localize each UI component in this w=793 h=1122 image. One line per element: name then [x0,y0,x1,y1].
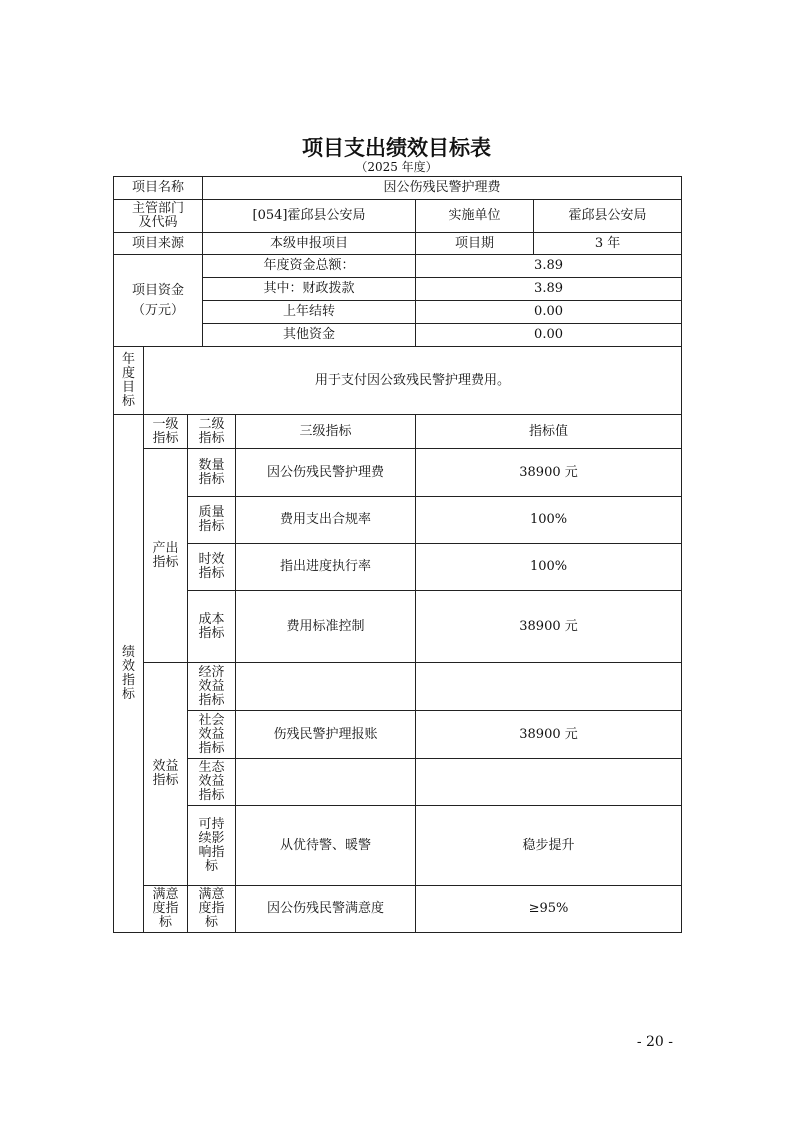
funds-total-value: 3.89 [416,255,682,278]
project-name-value: 因公伤残民警护理费 [203,177,682,200]
level2-text: 社会效益指标 [198,712,225,756]
level2-text: 质量指标 [198,505,225,534]
funds-total-label: 年度资金总额： [203,255,416,278]
level2-cell [188,449,236,497]
level2-cell [188,806,236,886]
level2-text: 数量指标 [198,457,225,487]
indicator-row [114,449,682,497]
row-project-name [114,177,682,200]
output-indicator-label [144,449,188,663]
level2-cell [188,886,236,933]
implementer-value: 霍邱县公安局 [534,200,682,233]
period-label: 项目期 [416,233,534,255]
level3-header: 三级指标 [236,415,416,449]
value-cell: 100% [416,544,682,591]
value-cell [416,759,682,806]
performance-label [114,415,144,933]
output-indicator-label-text: 产出指标 [152,540,179,570]
level2-text: 时效指标 [198,552,225,581]
value-cell [416,663,682,711]
satisfaction-indicator-label [144,886,188,933]
row-source [114,233,682,255]
project-name-label: 项目名称 [114,177,203,200]
value-cell: 38900 元 [416,711,682,759]
indicator-row [114,711,682,759]
level2-cell [188,663,236,711]
page-subtitle: （2025 年度） [355,160,438,174]
period-value: 3 年 [534,233,682,255]
level2-cell [188,497,236,544]
source-value: 本级申报项目 [203,233,416,255]
department-label [114,200,203,233]
funds-label-text: 项目资金（万元） [132,282,185,318]
row-annual-goal [114,347,682,415]
indicator-row [114,806,682,886]
source-label: 项目来源 [114,233,203,255]
funds-other-label: 其他资金 [203,324,416,347]
annual-goal-label [114,347,144,415]
department-label-text: 主管部门及代码 [132,201,185,230]
funds-fiscal-label: 其中：财政拨款 [203,278,416,301]
row-department [114,200,682,233]
annual-goal-label-text: 年度目标 [121,351,135,409]
benefit-indicator-label-text: 效益指标 [152,759,179,788]
value-cell: 100% [416,497,682,544]
indicator-row [114,591,682,663]
level2-cell [188,711,236,759]
level3-cell: 伤残民警护理报账 [236,711,416,759]
level1-header-text: 一级指标 [152,416,179,446]
indicator-row [114,544,682,591]
value-cell: 稳步提升 [416,806,682,886]
level1-header [144,415,188,449]
level2-header-text: 二级指标 [198,416,225,446]
level3-cell: 因公伤残民警满意度 [236,886,416,933]
level2-cell [188,544,236,591]
page-title: 项目支出绩效目标表 [302,136,491,160]
value-cell: 38900 元 [416,449,682,497]
indicator-row [114,663,682,711]
level2-text: 满意度指标 [198,887,225,930]
indicator-row [114,497,682,544]
funds-carryover-label: 上年结转 [203,301,416,324]
indicator-row [114,759,682,806]
annual-goal-value: 用于支付因公致残民警护理费用。 [144,347,682,415]
funds-label [114,255,203,347]
level3-cell [236,663,416,711]
indicator-row [114,886,682,933]
implementer-label: 实施单位 [416,200,534,233]
page-number: - 20 - [636,1034,673,1050]
level2-header [188,415,236,449]
level3-cell: 费用支出合规率 [236,497,416,544]
performance-target-table [113,176,682,933]
level2-text: 经济效益指标 [198,664,225,708]
level2-text: 可持续影响指标 [198,816,225,874]
level3-cell: 从优待警、暖警 [236,806,416,886]
level2-text: 成本指标 [198,611,225,641]
funds-carryover-value: 0.00 [416,301,682,324]
level2-cell [188,759,236,806]
value-cell: ≥95% [416,886,682,933]
funds-row [114,255,682,278]
funds-fiscal-value: 3.89 [416,278,682,301]
department-value: [054]霍邱县公安局 [203,200,416,233]
performance-label-text: 绩效指标 [121,644,135,702]
level3-cell [236,759,416,806]
level2-cell [188,591,236,663]
level2-text: 生态效益指标 [198,760,225,803]
indicator-header-row [114,415,682,449]
level3-cell: 费用标准控制 [236,591,416,663]
funds-other-value: 0.00 [416,324,682,347]
satisfaction-indicator-label-text: 满意度指标 [152,887,179,930]
value-cell: 38900 元 [416,591,682,663]
level3-cell: 因公伤残民警护理费 [236,449,416,497]
value-header: 指标值 [416,415,682,449]
benefit-indicator-label [144,663,188,886]
level3-cell: 指出进度执行率 [236,544,416,591]
